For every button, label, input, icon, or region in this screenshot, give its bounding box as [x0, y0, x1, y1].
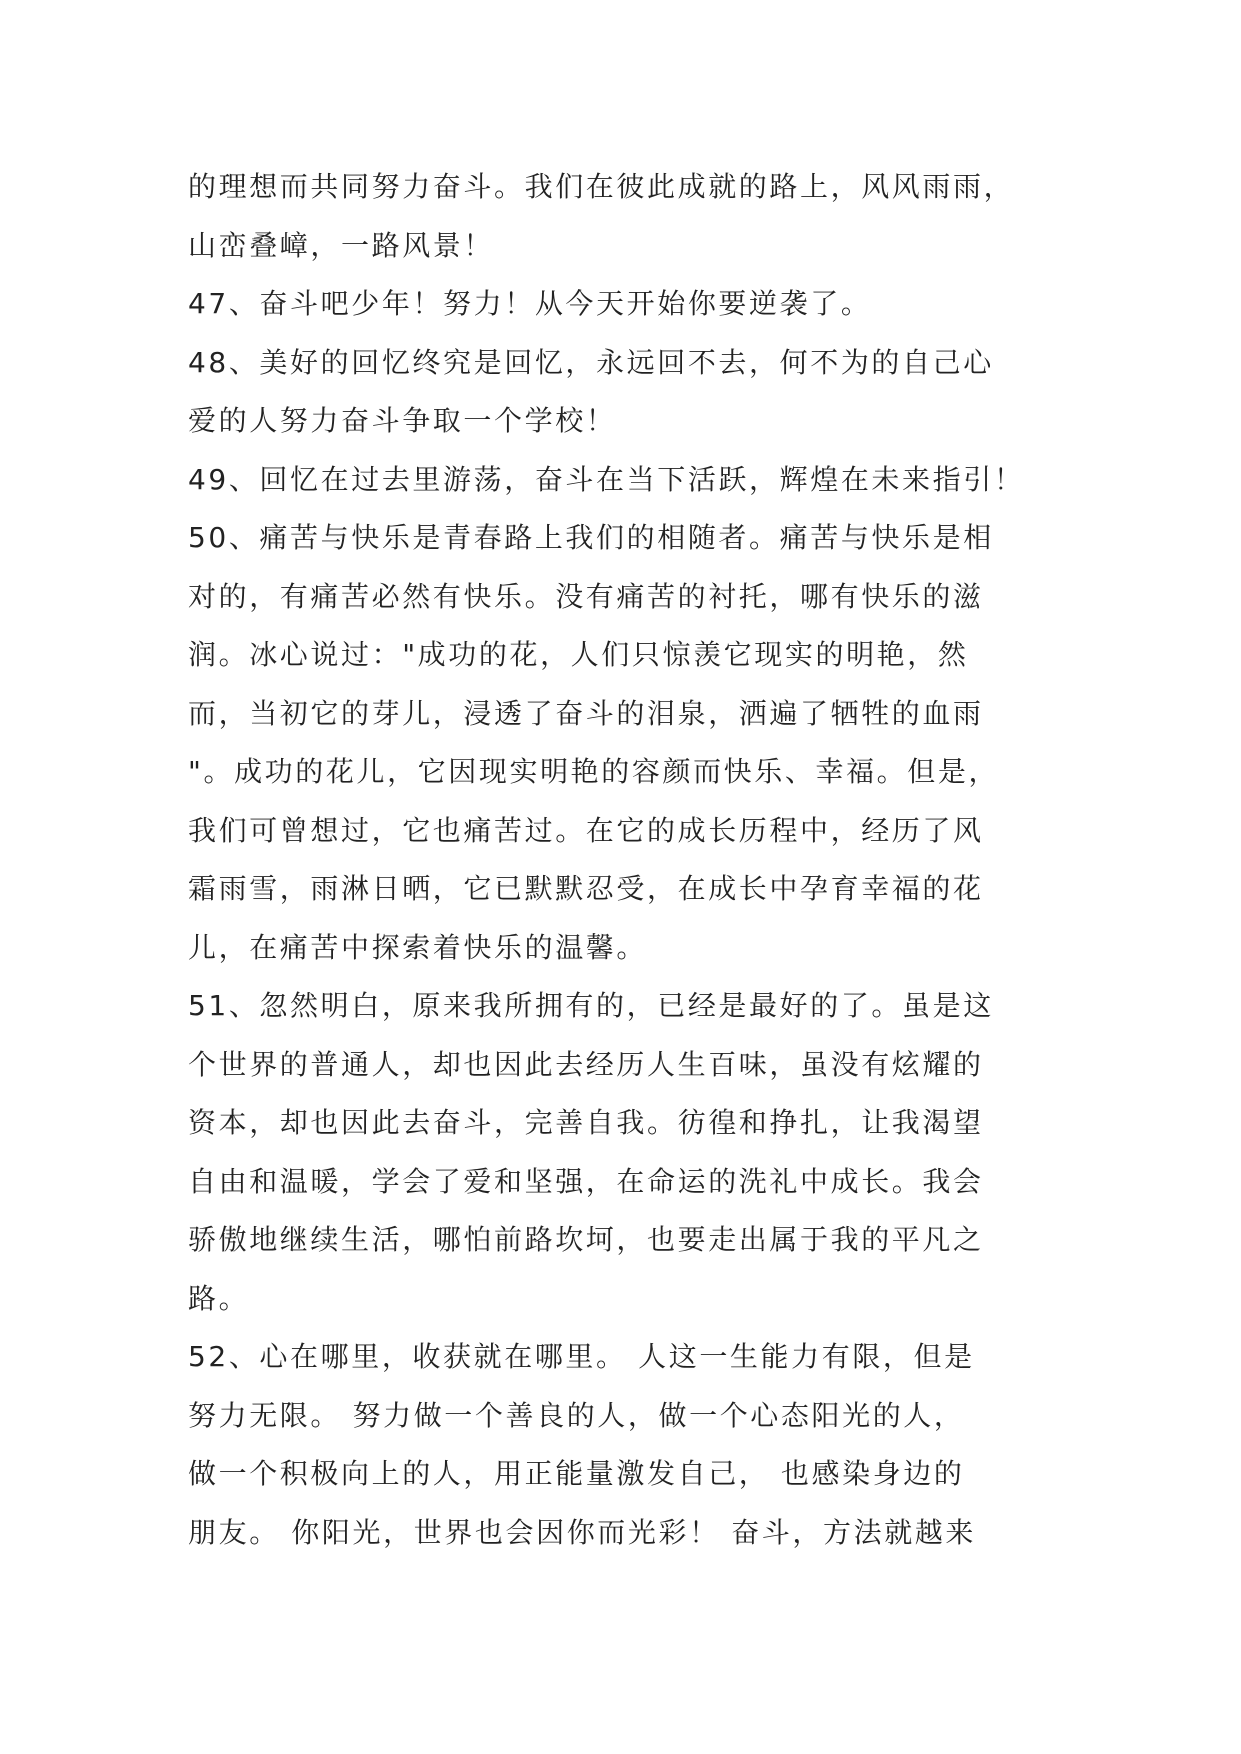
text-line: 49、回忆在过去里游荡，奋斗在当下活跃，辉煌在未来指引！	[188, 462, 1025, 496]
document-body	[188, 158, 1068, 1562]
text-line: 朋友。 你阳光，世界也会因你而光彩！ 奋斗，方法就越来	[188, 1515, 977, 1549]
text-line: 努力无限。 努力做一个善良的人，做一个心态阳光的人，	[188, 1398, 965, 1432]
text-line: 路。	[188, 1281, 250, 1315]
text-line: 48、美好的回忆终究是回忆，永远回不去，何不为的自己心	[188, 345, 994, 379]
text-line: 爱的人努力奋斗争取一个学校！	[188, 404, 617, 437]
text-line: 资本，却也因此去奋斗，完善自我。彷徨和挣扎，让我渴望	[188, 1106, 984, 1139]
text-line: 50、痛苦与快乐是青春路上我们的相随者。痛苦与快乐是相	[188, 521, 994, 554]
text-line: 做一个积极向上的人，用正能量激发自己， 也感染身边的	[188, 1457, 965, 1490]
text-line: 个世界的普通人，却也因此去经历人生百味，虽没有炫耀的	[188, 1047, 984, 1081]
text-line: 山峦叠嶂，一路风景！	[188, 228, 495, 262]
text-line: 我们可曾想过，它也痛苦过。在它的成长历程中，经历了风	[188, 813, 984, 847]
text-line: 47、奋斗吧少年！努力！从今天开始你要逆袭了。	[188, 287, 872, 320]
text-line: 自由和温暖，学会了爱和坚强，在命运的洗礼中成长。我会	[188, 1164, 984, 1198]
text-line: 52、心在哪里，收获就在哪里。 人这一生能力有限，但是	[188, 1340, 975, 1373]
text-line: 51、忽然明白，原来我所拥有的，已经是最好的了。虽是这	[188, 989, 994, 1022]
text-line: 对的，有痛苦必然有快乐。没有痛苦的衬托，哪有快乐的滋	[188, 579, 984, 613]
text-line: 而，当初它的芽儿，浸透了奋斗的泪泉，洒遍了牺牲的血雨	[188, 696, 984, 730]
text-line: 润。冰心说过："成功的花，人们只惊羡它现实的明艳，然	[188, 638, 969, 671]
text-line: 儿，在痛苦中探索着快乐的温馨。	[188, 930, 648, 964]
text-line: 骄傲地继续生活，哪怕前路坎坷，也要走出属于我的平凡之	[188, 1223, 984, 1256]
text-line: "。成功的花儿，它因现实明艳的容颜而快乐、幸福。但是，	[188, 755, 1000, 788]
text-line: 霜雨雪，雨淋日晒，它已默默忍受，在成长中孕育幸福的花	[188, 872, 984, 905]
text-line: 的理想而共同努力奋斗。我们在彼此成就的路上，风风雨雨，	[188, 170, 1015, 203]
